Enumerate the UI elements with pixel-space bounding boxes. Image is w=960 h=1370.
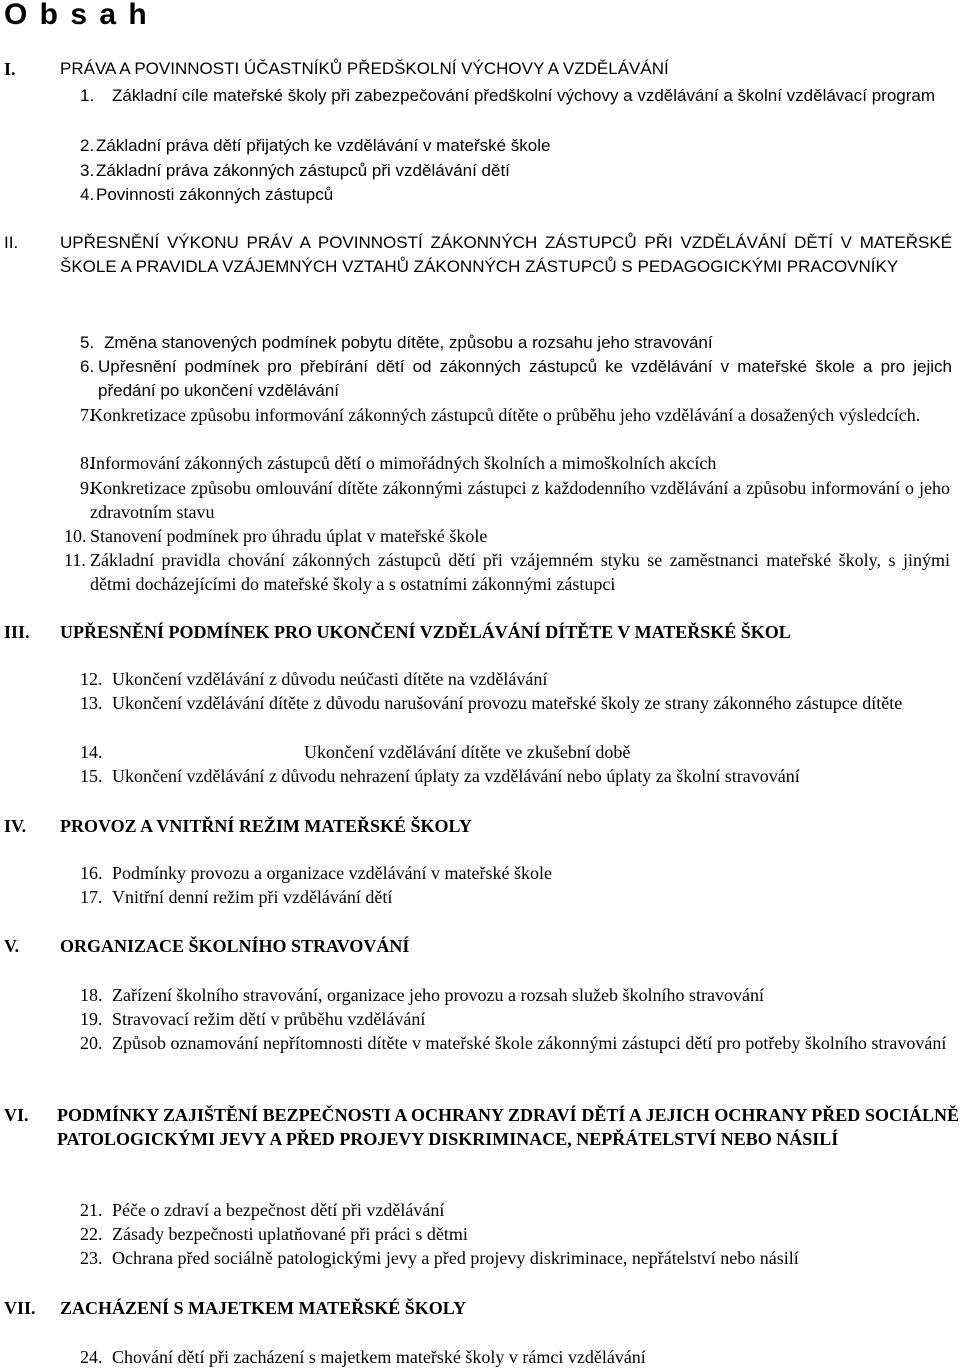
toc-item-number: 18. xyxy=(80,985,103,1005)
toc-item xyxy=(64,548,950,596)
toc-item-number: 2. xyxy=(80,136,95,155)
toc-item xyxy=(80,1345,952,1369)
toc-item-text: Podmínky provozu a organizace vzdělávání v mateřské škole xyxy=(112,863,553,883)
toc-item-text: Stanovení podmínek pro úhradu úplat v mateřské škole xyxy=(90,526,488,546)
toc-item-text: Informování zákonných zástupců dětí o mimořádných školních a mimoškolních akcích xyxy=(90,453,717,473)
toc-item xyxy=(80,764,952,788)
toc-item-number: 9. xyxy=(80,478,94,498)
section-heading: UPŘESNĚNÍ VÝKONU PRÁV A POVINNOSTÍ ZÁKONNÝCH ZÁSTUPCŮ PŘI VZDĚLÁVÁNÍ DĚTÍ V MATEŘSKÉ ŠKOLE A PRAVIDLA VZÁJEMNÝCH VZTAHŮ ZÁKONNÝCH ZÁSTUPCŮ S PEDAGOGICKÝMI PRACOVNÍKY xyxy=(60,233,952,276)
toc-item-text: Upřesnění podmínek pro přebírání dětí od zákonných zástupců ke vzdělávání v mateřské škole a pro jejich předání po ukončení vzdělávání xyxy=(98,357,952,400)
toc-item-number: 13. xyxy=(80,693,103,713)
toc-item-text: Péče o zdraví a bezpečnost dětí při vzdělávání xyxy=(112,1200,445,1220)
toc-item xyxy=(80,740,952,764)
section-heading: PRÁVA A POVINNOSTI ÚČASTNÍKŮ PŘEDŠKOLNÍ VÝCHOVY A VZDĚLÁVÁNÍ xyxy=(60,59,669,78)
toc-item-text: Vnitřní denní režim při vzdělávání dětí xyxy=(112,887,393,907)
toc-item-text: Změna stanovených podmínek pobytu dítěte, způsobu a rozsahu jeho stravování xyxy=(104,333,713,352)
toc-item-text: Stravovací režim dětí v průběhu vzdělávání xyxy=(112,1009,426,1029)
toc-item-text: Ochrana před sociálně patologickými jevy a před projevy diskriminace, nepřátelství nebo násilí xyxy=(112,1248,799,1268)
toc-item xyxy=(80,1031,948,1055)
section-heading: UPŘESNĚNÍ PODMÍNEK PRO UKONČENÍ VZDĚLÁVÁNÍ DÍTĚTE V MATEŘSKÉ ŠKOL xyxy=(60,622,791,642)
toc-item-number: 4. xyxy=(80,185,95,204)
toc-item-text: Ukončení vzdělávání dítěte z důvodu narušování provozu mateřské školy ze strany zákonného zástupce dítěte xyxy=(112,693,903,713)
section-heading: PROVOZ A VNITŘNÍ REŽIM MATEŘSKÉ ŠKOLY xyxy=(60,816,472,836)
toc-item-number: 8. xyxy=(80,453,94,473)
toc-item-text: Konkretizace způsobu informování zákonných zástupců dítěte o průběhu jeho vzdělávání a dosažených výsledcích. xyxy=(90,405,921,425)
section-numeral: II. xyxy=(4,233,19,252)
section-heading: PODMÍNKY ZAJIŠTĚNÍ BEZPEČNOSTI A OCHRANY ZDRAVÍ DĚTÍ A JEJICH OCHRANY PŘED SOCIÁLNĚ PATOLOGICKÝMI JEVY A PŘED PROJEVY DISKRIMINACE, NEPŘÁTELSTVÍ NEBO NÁSILÍ xyxy=(57,1105,959,1149)
toc-item-number: 17. xyxy=(80,887,103,907)
toc-item-text: Ukončení vzdělávání z důvodu neúčasti dítěte na vzdělávání xyxy=(112,669,548,689)
toc-item xyxy=(80,159,952,183)
toc-item-number: 22. xyxy=(80,1224,103,1244)
toc-item xyxy=(80,1222,952,1246)
toc-item xyxy=(80,691,948,715)
toc-item-number: 19. xyxy=(80,1009,103,1029)
toc-item-text: Základní práva dětí přijatých ke vzdělávání v mateřské škole xyxy=(96,136,551,155)
section-heading: ORGANIZACE ŠKOLNÍHO STRAVOVÁNÍ xyxy=(60,936,410,956)
toc-item-text: Základní cíle mateřské školy při zabezpečování předškolní výchovy a vzdělávání a školní vzdělávací program xyxy=(112,86,936,105)
toc-item-text: Konkretizace způsobu omlouvání dítěte zákonnými zástupci z každodenního vzdělávání a způsobu informování o jeho zdravotním stavu xyxy=(90,478,950,522)
toc-item-number: 10. xyxy=(64,526,87,546)
section-numeral: VII. xyxy=(4,1298,36,1318)
toc-item-text: Zásady bezpečnosti uplatňované při práci s dětmi xyxy=(112,1224,468,1244)
toc-item-text: Základní pravidla chování zákonných zástupců dětí při vzájemném styku se zaměstnanci mateřské školy, s jinými dětmi docházejícími do mateřské školy a s ostatními zákonnými zástupci xyxy=(90,550,950,594)
toc-item xyxy=(80,451,952,475)
toc-item xyxy=(80,84,952,108)
toc-item-text: Chování dětí při zacházení s majetkem mateřské školy v rámci vzdělávání xyxy=(112,1347,646,1367)
toc-item-text: Základní práva zákonných zástupců při vzdělávání dětí xyxy=(96,161,510,180)
toc-item-number: 11. xyxy=(64,550,86,570)
toc-item xyxy=(80,403,950,427)
toc-item-number: 14. xyxy=(80,742,103,762)
toc-item-number: 20. xyxy=(80,1033,103,1053)
toc-item xyxy=(64,524,952,548)
section-numeral: V. xyxy=(4,936,20,956)
toc-item-number: 1. xyxy=(80,86,95,105)
toc-item-number: 21. xyxy=(80,1200,103,1220)
toc-item xyxy=(80,885,952,909)
toc-item xyxy=(80,1007,952,1031)
toc-item-number: 16. xyxy=(80,863,103,883)
toc-item-number: 12. xyxy=(80,669,103,689)
toc-item xyxy=(80,331,952,355)
toc-item xyxy=(80,134,952,158)
page-title: O b s a h xyxy=(4,0,149,31)
toc-item-number: 5. xyxy=(80,333,95,352)
toc-item xyxy=(80,861,952,885)
toc-item-number: 3. xyxy=(80,161,95,180)
toc-item-number: 7. xyxy=(80,405,94,425)
toc-item-number: 23. xyxy=(80,1248,103,1268)
toc-item xyxy=(80,983,952,1007)
section-numeral: VI. xyxy=(4,1105,29,1125)
section-numeral: III. xyxy=(4,622,30,642)
toc-item-text: Zařízení školního stravování, organizace jeho provozu a rozsah služeb školního stravování xyxy=(112,985,764,1005)
toc-item xyxy=(80,183,952,207)
toc-item-number: 15. xyxy=(80,766,103,786)
section-heading: ZACHÁZENÍ S MAJETKEM MATEŘSKÉ ŠKOLY xyxy=(60,1298,467,1318)
toc-item xyxy=(80,1198,952,1222)
toc-item-number: 6. xyxy=(80,357,95,376)
toc-item-number: 24. xyxy=(80,1347,103,1367)
toc-item-text: Ukončení vzdělávání z důvodu nehrazení úplaty za vzdělávání nebo úplaty za školní stravování xyxy=(112,766,800,786)
toc-item-text: Ukončení vzdělávání dítěte ve zkušební době xyxy=(304,742,631,762)
section-numeral: IV. xyxy=(4,816,27,836)
toc-item xyxy=(80,667,952,691)
toc-item-text: Způsob oznamování nepřítomnosti dítěte v mateřské škole zákonnými zástupci dětí pro potřeby školního stravování xyxy=(112,1033,947,1053)
toc-item xyxy=(80,355,952,403)
toc-item-text: Povinnosti zákonných zástupců xyxy=(96,185,334,204)
section-numeral: I. xyxy=(4,59,16,79)
toc-item xyxy=(80,1246,952,1270)
toc-item xyxy=(80,476,950,524)
